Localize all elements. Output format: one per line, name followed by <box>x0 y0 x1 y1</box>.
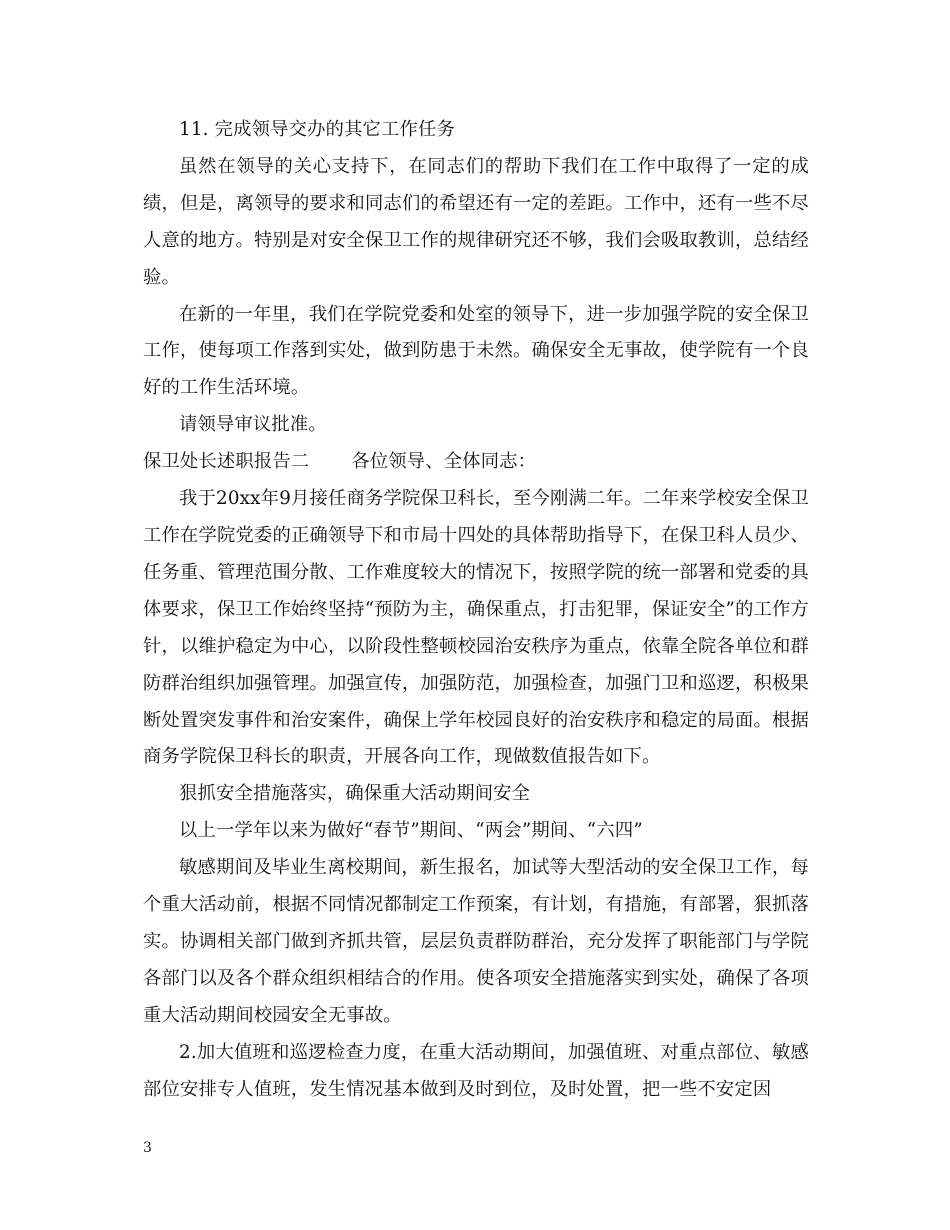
paragraph-sensitive-periods: 敏感期间及毕业生离校期间，新生报名，加试等大型活动的安全保卫工作，每个重大活动前，根据不同情况都制定工作预案，有计划，有措施，有部署，狠抓落实。协调相关部门做到齐抓共管，层层负责群防群治，充分发挥了职能部门与学院各部门以及各个群众组织相结合的作用。使各项安全措施落实到实处，确保了各项重大活动期间校园安全无事故。 <box>143 857 809 1026</box>
subheading-safety-measures: 狠抓安全措施落实，确保重大活动期间安全 <box>179 783 531 805</box>
section-title: 保卫处长述职报告二 <box>143 451 310 473</box>
paragraph-holiday-periods: 以上一学年以来为做好“春节”期间、“两会”期间、“六四” <box>179 820 643 842</box>
document-body <box>143 112 809 1108</box>
paragraph-new-year: 在新的一年里，我们在学院党委和处室的领导下，进一步加强学院的安全保卫工作，使每项工作落到实处，做到防患于未然。确保安全无事故，使学院有一个良好的工作生活环境。 <box>143 303 809 399</box>
paragraph-report-intro: 我于20xx年9月接任商务学院保卫科长，至今刚满二年。二年来学校安全保卫工作在学院党委的正确领导下和市局十四处的具体帮助指导下，在保卫科人员少、任务重、管理范围分散、工作难度较大的情况下，按照学院的统一部署和党委的具体要求，保卫工作始终坚持“预防为主，确保重点，打击犯罪，保证安全”的工作方针，以维护稳定为中心，以阶段性整顿校园治安秩序为重点，依靠全院各单位和群防群治组织加强管理。加强宣传，加强防范，加强检查，加强门卫和巡逻，积极果断处置突发事件和治安案件，确保上学年校园良好的治安秩序和稳定的局面。根据商务学院保卫科长的职责，开展各向工作，现做数值报告如下。 <box>143 488 809 768</box>
paragraph-item-11: 11. 完成领导交办的其它工作任务 <box>179 119 455 140</box>
paragraph-approval-request: 请领导审议批准。 <box>179 414 327 436</box>
paragraph-duty-patrol: 2.加大值班和巡逻检查力度，在重大活动期间，加强值班、对重点部位、敏感部位安排专人值班，发生情况基本做到及时到位，及时处置，把一些不安定因 <box>143 1041 809 1100</box>
paragraph-achievements: 虽然在领导的关心支持下，在同志们的帮助下我们在工作中取得了一定的成绩，但是，离领导的要求和同志们的希望还有一定的差距。工作中，还有一些不尽人意的地方。特别是对安全保卫工作的规律研究还不够，我们会吸取教训，总结经验。 <box>143 155 809 288</box>
section-heading-line <box>143 444 809 481</box>
salutation: 各位领导、全体同志： <box>351 451 537 473</box>
page-number: 3 <box>143 1140 152 1156</box>
